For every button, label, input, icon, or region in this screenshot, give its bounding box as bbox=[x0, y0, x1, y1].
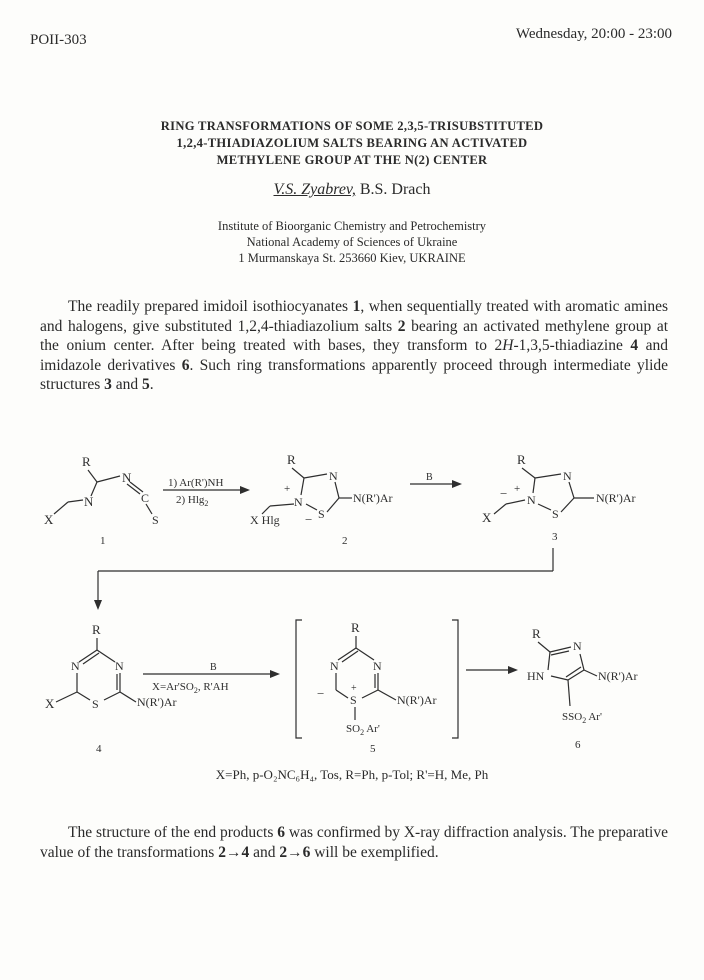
presenting-author: V.S. Zyabrev, bbox=[273, 181, 356, 198]
compound-5-structure bbox=[296, 620, 458, 738]
affiliation-line-3: 1 Murmanskaya St. 253660 Kiev, UKRAINE bbox=[238, 251, 466, 265]
svg-text:2) Hlg2: 2) Hlg$_2$ bbox=[176, 494, 209, 508]
authors bbox=[0, 181, 704, 199]
title-line-2: 1,2,4-THIADIAZOLIUM SALTS BEARING AN ACTIVATED bbox=[176, 136, 528, 150]
svg-text:N: N bbox=[71, 659, 80, 673]
abstract-paragraph: The readily prepared imidoil isothiocyanates 1, when sequentially treated with aromatic amines and halogens, give substituted 1,2,4-thiadiazolium salts 2 bearing an activated methylene group at the onium center. After being treated with bases, they transform to 2H-1,3,5-thiadiazine 4 and imidazole derivatives 6. Such ring transformations apparently proceed through intermediate ylide structures 3 and 5. bbox=[40, 298, 669, 393]
svg-text:R: R bbox=[82, 454, 91, 469]
svg-text:C: C bbox=[141, 491, 150, 505]
co-author: B.S. Drach bbox=[355, 181, 431, 198]
arrow-step-4 bbox=[466, 666, 518, 674]
svg-text:X Hlg: X Hlg bbox=[250, 513, 280, 527]
title-line-1: RING TRANSFORMATIONS OF SOME 2,3,5-TRISUBSTITUTED bbox=[160, 119, 544, 133]
svg-text:R: R bbox=[517, 452, 526, 467]
page-code: POII-303 bbox=[30, 32, 87, 48]
svg-text:X: X bbox=[45, 696, 55, 711]
compound-label-6: 6 bbox=[575, 739, 581, 751]
svg-text:N: N bbox=[330, 659, 339, 673]
svg-text:N: N bbox=[294, 495, 303, 509]
svg-text:−: − bbox=[500, 486, 508, 501]
svg-text:S: S bbox=[552, 507, 559, 521]
svg-text:X: X bbox=[44, 512, 54, 527]
svg-text:B: B bbox=[426, 472, 433, 483]
connector-arrow bbox=[94, 548, 553, 610]
svg-text:N(R')Ar: N(R')Ar bbox=[596, 491, 636, 505]
conclusion-paragraph: The structure of the end products 6 was confirmed by X-ray diffraction analysis. The preparative value of the transformations 2→4 and 2→6 will be exemplified. bbox=[40, 824, 668, 861]
compound-1-structure bbox=[44, 454, 159, 527]
svg-text:N(R')Ar: N(R')Ar bbox=[397, 693, 437, 707]
compound-label-1: 1 bbox=[100, 535, 106, 547]
svg-text:+: + bbox=[284, 483, 291, 495]
reaction-scheme bbox=[0, 440, 704, 765]
svg-text:−: − bbox=[317, 686, 325, 701]
svg-text:−: − bbox=[305, 512, 313, 527]
compound-label-3: 3 bbox=[552, 531, 558, 543]
paper-title bbox=[60, 118, 644, 169]
svg-text:SO2 Ar': $SO_2$ Ar' bbox=[346, 723, 380, 737]
svg-text:S: S bbox=[152, 513, 159, 527]
affiliation-line-2: National Academy of Sciences of Ukraine bbox=[246, 235, 458, 249]
affiliation-line-1: Institute of Bioorganic Chemistry and Petrochemistry bbox=[217, 219, 487, 233]
compound-label-5: 5 bbox=[370, 743, 376, 755]
compound-label-4: 4 bbox=[96, 743, 102, 755]
svg-text:S: S bbox=[92, 697, 99, 711]
arrow-step-3 bbox=[143, 662, 280, 695]
substituent-legend: X=Ph, p-O₂NC₆H₄, Tos, R=Ph, p-Tol; R'=H, Me, Ph bbox=[215, 767, 489, 782]
svg-text:R: R bbox=[92, 622, 101, 637]
svg-text:S: S bbox=[318, 507, 325, 521]
svg-text:N: N bbox=[122, 470, 132, 485]
svg-text:SSO2 Ar': $SSO_2$ Ar' bbox=[562, 711, 602, 725]
svg-text:N: N bbox=[573, 639, 582, 653]
compound-3-structure bbox=[482, 452, 636, 525]
title-line-3: METHYLENE GROUP AT THE N(2) CENTER bbox=[216, 153, 488, 167]
compound-6-structure bbox=[527, 626, 638, 725]
svg-text:R: R bbox=[532, 626, 541, 641]
session-time: Wednesday, 20:00 - 23:00 bbox=[515, 26, 672, 42]
svg-text:N(R')Ar: N(R')Ar bbox=[598, 669, 638, 683]
affiliation bbox=[0, 218, 704, 266]
svg-text:N: N bbox=[84, 494, 94, 509]
svg-text:+: + bbox=[351, 683, 357, 694]
svg-text:N: N bbox=[329, 469, 338, 483]
svg-text:R: R bbox=[287, 452, 296, 467]
svg-text:N: N bbox=[115, 659, 124, 673]
svg-text:X: X bbox=[482, 510, 492, 525]
svg-text:N: N bbox=[527, 493, 536, 507]
svg-text:+: + bbox=[514, 483, 521, 495]
arrow-step-2 bbox=[410, 472, 462, 488]
svg-text:N: N bbox=[563, 469, 572, 483]
svg-text:1) Ar(R')NH: 1) Ar(R')NH bbox=[168, 477, 224, 489]
svg-text:N(R')Ar: N(R')Ar bbox=[353, 491, 393, 505]
compound-label-2: 2 bbox=[342, 535, 348, 547]
svg-text:X=Ar'SO2, R'AH: $X=Ar'SO_2$, R'AH bbox=[152, 681, 229, 695]
svg-text:N: N bbox=[373, 659, 382, 673]
arrow-step-1 bbox=[163, 477, 250, 508]
compound-2-structure bbox=[250, 452, 393, 527]
svg-text:R: R bbox=[351, 620, 360, 635]
svg-text:S: S bbox=[350, 693, 357, 707]
compound-4-structure bbox=[45, 622, 177, 711]
svg-text:B: B bbox=[210, 662, 217, 673]
svg-text:HN: HN bbox=[527, 669, 545, 683]
svg-text:N(R')Ar: N(R')Ar bbox=[137, 695, 177, 709]
